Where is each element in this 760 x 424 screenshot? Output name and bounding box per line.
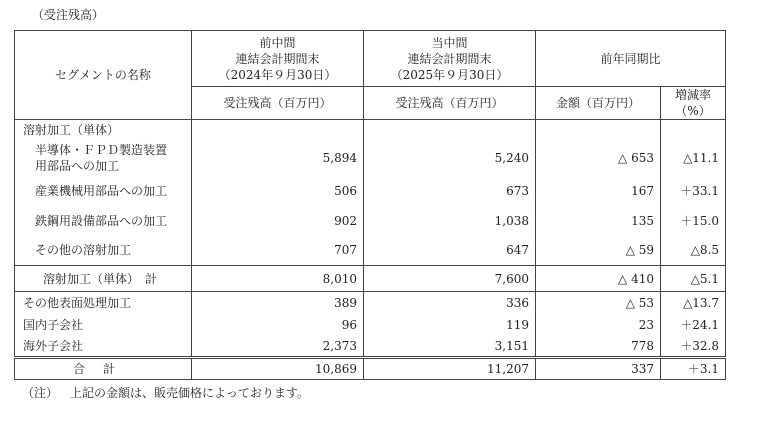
row-curr: 647	[364, 236, 536, 266]
subtotal-rate: △5.1	[661, 266, 726, 292]
total-rate: ＋3.1	[661, 358, 726, 380]
row-rate: ＋15.0	[661, 206, 726, 236]
row-prev: 389	[192, 292, 364, 314]
total-row	[15, 358, 726, 380]
header-curr-date: （2025年９月30日）	[390, 67, 509, 82]
table-row	[15, 336, 726, 358]
footnote	[22, 384, 321, 401]
row-name	[15, 140, 192, 176]
row-name-line-2: 用部品への加工	[35, 158, 120, 173]
row-rate: ＋24.1	[661, 314, 726, 336]
unit-label: （受注残高）	[32, 8, 105, 22]
row-prev: 506	[192, 176, 364, 206]
subtotal-amount: △ 410	[536, 266, 661, 292]
subtotal-row	[15, 266, 726, 292]
group-title: 溶射加工（単体）	[15, 120, 192, 140]
row-name-line-1: 半導体・ＦＰＤ製造装置	[35, 142, 168, 157]
row-rate: △13.7	[661, 292, 726, 314]
total-amount: 337	[536, 358, 661, 380]
table-row	[15, 206, 726, 236]
row-rate: ＋33.1	[661, 176, 726, 206]
row-name: その他の溶射加工	[15, 236, 192, 266]
row-curr: 1,038	[364, 206, 536, 236]
table-row	[15, 314, 726, 336]
row-name: その他表面処理加工	[15, 292, 192, 314]
header-prev-period	[192, 31, 364, 87]
table-row	[15, 176, 726, 206]
row-curr: 5,240	[364, 140, 536, 176]
total-name: 合計	[15, 358, 192, 380]
total-curr: 11,207	[364, 358, 536, 380]
subtotal-curr: 7,600	[364, 266, 536, 292]
row-name: 国内子会社	[15, 314, 192, 336]
header-rate-label: 増減率	[675, 88, 712, 102]
footnote-text: 上記の金額は、販売価格によっております。	[70, 386, 310, 400]
row-prev: 5,894	[192, 140, 364, 176]
row-name: 鉄鋼用設備部品への加工	[15, 206, 192, 236]
header-curr-title-2: 連結会計期間末	[407, 51, 492, 66]
row-amount: 23	[536, 314, 661, 336]
header-curr-period	[364, 31, 536, 87]
group-title-row	[15, 120, 726, 140]
row-amount: △ 59	[536, 236, 661, 266]
row-rate: △8.5	[661, 236, 726, 266]
subtotal-prev: 8,010	[192, 266, 364, 292]
row-amount: △ 653	[536, 140, 661, 176]
table-row	[15, 236, 726, 266]
subtotal-name: 溶射加工（単体） 計	[15, 266, 192, 292]
header-segment-name: セグメントの名称	[15, 31, 192, 120]
header-yoy: 前年同期比	[536, 31, 726, 87]
header-rate-unit: （%）	[675, 104, 711, 118]
header-prev-title-1: 前中間	[259, 35, 296, 50]
header-prev-sub: 受注残高（百万円）	[192, 87, 364, 120]
row-curr: 673	[364, 176, 536, 206]
row-name: 産業機械用部品への加工	[15, 176, 192, 206]
row-rate: ＋32.8	[661, 336, 726, 358]
table-row	[15, 140, 726, 176]
row-prev: 707	[192, 236, 364, 266]
row-amount: 167	[536, 176, 661, 206]
row-curr: 3,151	[364, 336, 536, 358]
header-curr-sub: 受注残高（百万円）	[364, 87, 536, 120]
row-amount: △ 53	[536, 292, 661, 314]
row-curr: 119	[364, 314, 536, 336]
footnote-mark: （注）	[22, 386, 59, 400]
row-curr: 336	[364, 292, 536, 314]
row-prev: 902	[192, 206, 364, 236]
order-backlog-table	[14, 30, 726, 380]
header-curr-title-1: 当中間	[431, 35, 468, 50]
row-amount: 778	[536, 336, 661, 358]
table-row	[15, 292, 726, 314]
header-prev-title-2: 連結会計期間末	[235, 51, 320, 66]
total-prev: 10,869	[192, 358, 364, 380]
header-rate-sub	[661, 87, 726, 120]
row-rate: △11.1	[661, 140, 726, 176]
header-row-1	[15, 31, 726, 87]
row-amount: 135	[536, 206, 661, 236]
header-prev-date: （2024年９月30日）	[218, 67, 337, 82]
row-prev: 96	[192, 314, 364, 336]
header-amount-sub: 金額（百万円）	[536, 87, 661, 120]
row-name: 海外子会社	[15, 336, 192, 358]
row-prev: 2,373	[192, 336, 364, 358]
